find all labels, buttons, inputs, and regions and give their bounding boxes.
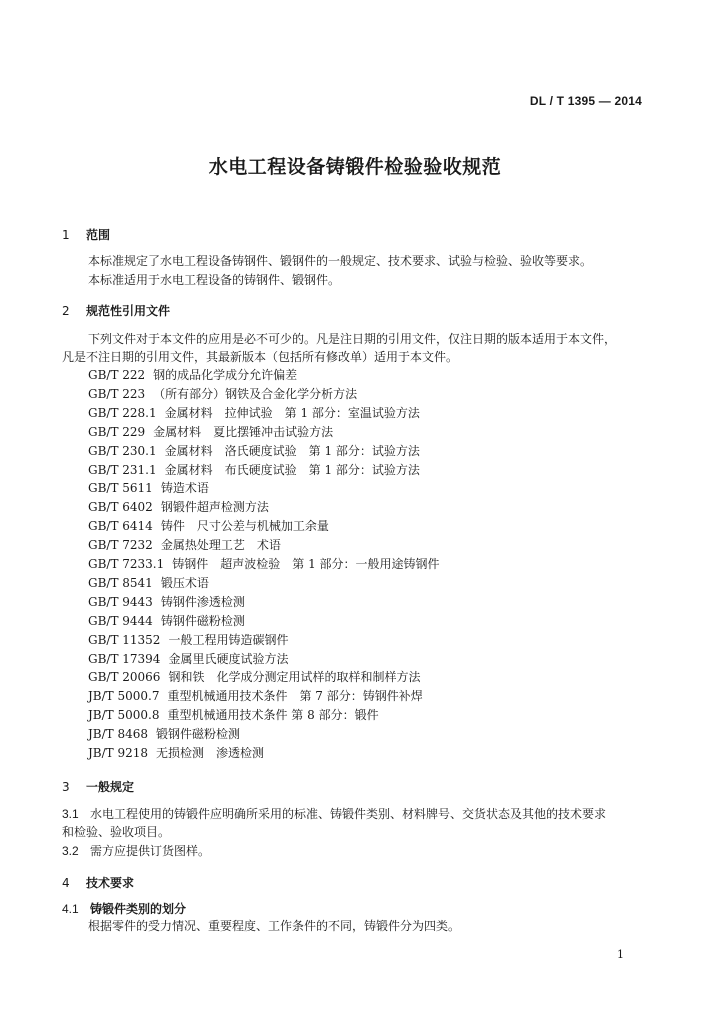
section-title: 一般规定 <box>86 780 135 794</box>
clause-3-1-continued: 和检验、验收项目。 <box>62 825 171 839</box>
reference-code: JB/T 8468 <box>88 727 149 742</box>
reference-title: 铸造术语 <box>160 481 209 496</box>
reference-code: GB/T 228.1 <box>88 405 157 420</box>
clause-text: 水电工程使用的铸锻件应明确所采用的标准、铸锻件类别、材料牌号、交货状态及其他的技术要求 <box>90 807 607 821</box>
reference-item <box>88 498 269 515</box>
section-1-paragraph-1: 本标准规定了水电工程设备铸钢件、锻钢件的一般规定、技术要求、试验与检验、验收等要求。 <box>88 254 593 268</box>
section-number: 4 <box>62 876 70 890</box>
reference-code: GB/T 7232 <box>88 538 153 553</box>
reference-item <box>88 366 297 383</box>
section-1-heading <box>62 226 110 243</box>
reference-item <box>88 536 281 553</box>
reference-code: GB/T 231.1 <box>88 462 157 477</box>
standard-code: DL / T 1395 — 2014 <box>529 94 642 108</box>
reference-item <box>88 479 209 496</box>
reference-code: JB/T 9218 <box>88 746 149 760</box>
clause-title: 铸锻件类别的划分 <box>90 902 187 916</box>
reference-title: 金属材料 洛氏硬度试验 第 1 部分：试验方法 <box>164 443 420 458</box>
reference-title: 一般工程用铸造碳钢件 <box>168 632 289 647</box>
reference-item <box>88 668 420 685</box>
reference-title: 锻压术语 <box>160 575 209 590</box>
clause-number: 3.2 <box>62 844 79 858</box>
reference-item <box>88 404 420 421</box>
reference-code: GB/T 6414 <box>88 519 153 534</box>
reference-item <box>88 687 423 704</box>
page-number: 1 <box>617 948 624 961</box>
reference-title: 重型机械通用技术条件 第 8 部分：锻件 <box>167 708 379 723</box>
reference-item <box>88 555 440 572</box>
clause-3-2 <box>62 842 210 861</box>
reference-title: 金属材料 布氏硬度试验 第 1 部分：试验方法 <box>164 462 420 477</box>
reference-code: GB/T 230.1 <box>88 443 157 458</box>
clause-4-1-text: 根据零件的受力情况、重要程度、工作条件的不同，铸锻件分为四类。 <box>88 919 461 933</box>
reference-item <box>88 442 420 459</box>
clause-number: 3.1 <box>62 807 79 821</box>
reference-code: GB/T 5611 <box>88 481 153 496</box>
reference-item <box>88 593 245 610</box>
reference-title: 铸钢件渗透检测 <box>160 594 245 609</box>
clause-number: 4.1 <box>62 902 79 916</box>
reference-code: GB/T 7233.1 <box>88 557 165 571</box>
reference-item <box>88 631 288 648</box>
reference-code: GB/T 17394 <box>88 651 161 666</box>
clause-4-1-heading <box>62 900 186 917</box>
reference-title: 钢锻件超声检测方法 <box>160 500 269 515</box>
reference-title: 金属材料 拉伸试验 第 1 部分：室温试验方法 <box>164 405 420 420</box>
reference-item <box>88 517 329 534</box>
reference-title: 重型机械通用技术条件 第 7 部分：铸钢件补焊 <box>167 689 423 704</box>
section-1-paragraph-2: 本标准适用于水电工程设备的铸钢件、锻钢件。 <box>88 273 341 287</box>
reference-item <box>88 706 379 723</box>
reference-item <box>88 650 288 667</box>
section-number: 2 <box>62 304 70 318</box>
clause-text: 需方应提供订货图样。 <box>90 844 211 858</box>
section-4-heading <box>62 874 134 891</box>
reference-code: GB/T 229 <box>88 424 146 439</box>
section-title: 范围 <box>86 228 111 242</box>
section-number: 3 <box>62 780 70 794</box>
reference-item <box>88 612 245 629</box>
section-2-intro-line-2: 凡是不注日期的引用文件，其最新版本（包括所有修改单）适用于本文件。 <box>62 350 459 364</box>
page-title: 水电工程设备铸锻件检验验收规范 <box>208 156 502 178</box>
reference-code: GB/T 223 <box>88 386 146 401</box>
reference-code: GB/T 9444 <box>88 613 153 628</box>
reference-item <box>88 574 209 591</box>
reference-code: GB/T 11352 <box>88 632 161 647</box>
reference-code: GB/T 6402 <box>88 500 153 515</box>
reference-title: 无损检测 渗透检测 <box>156 746 265 760</box>
section-3-heading <box>62 778 134 795</box>
section-2-heading <box>62 302 170 319</box>
reference-title: 锻钢件磁粉检测 <box>156 727 241 742</box>
reference-item <box>88 744 264 761</box>
reference-code: JB/T 5000.7 <box>88 689 160 704</box>
section-number: 1 <box>62 228 70 242</box>
reference-code: GB/T 9443 <box>88 594 153 609</box>
reference-title: 金属热处理工艺 术语 <box>160 538 281 553</box>
reference-code: JB/T 5000.8 <box>88 708 160 723</box>
section-title: 规范性引用文件 <box>86 304 171 318</box>
reference-code: GB/T 20066 <box>88 670 161 685</box>
reference-title: 金属里氏硬度试验方法 <box>168 651 289 666</box>
reference-title: 铸件 尺寸公差与机械加工余量 <box>160 519 329 534</box>
section-title: 技术要求 <box>86 876 135 890</box>
reference-code: GB/T 8541 <box>88 575 153 590</box>
reference-title: 钢和铁 化学成分测定用试样的取样和制样方法 <box>168 670 421 685</box>
clause-3-1 <box>62 805 606 824</box>
reference-item <box>88 423 333 440</box>
reference-code: GB/T 222 <box>88 368 146 382</box>
reference-title: 铸钢件磁粉检测 <box>160 613 245 628</box>
reference-title: 金属材料 夏比摆锤冲击试验方法 <box>153 424 334 439</box>
reference-item <box>88 461 420 478</box>
section-2-intro-line-1: 下列文件对于本文件的应用是必不可少的。凡是注日期的引用文件，仅注日期的版本适用于本文件， <box>88 332 617 346</box>
reference-title: 钢的成品化学成分允许偏差 <box>153 368 298 382</box>
reference-title: （所有部分）钢铁及合金化学分析方法 <box>153 386 358 401</box>
reference-item <box>88 725 240 742</box>
reference-item <box>88 385 357 402</box>
reference-title: 铸钢件 超声波检验 第 1 部分：一般用途铸钢件 <box>172 557 440 571</box>
